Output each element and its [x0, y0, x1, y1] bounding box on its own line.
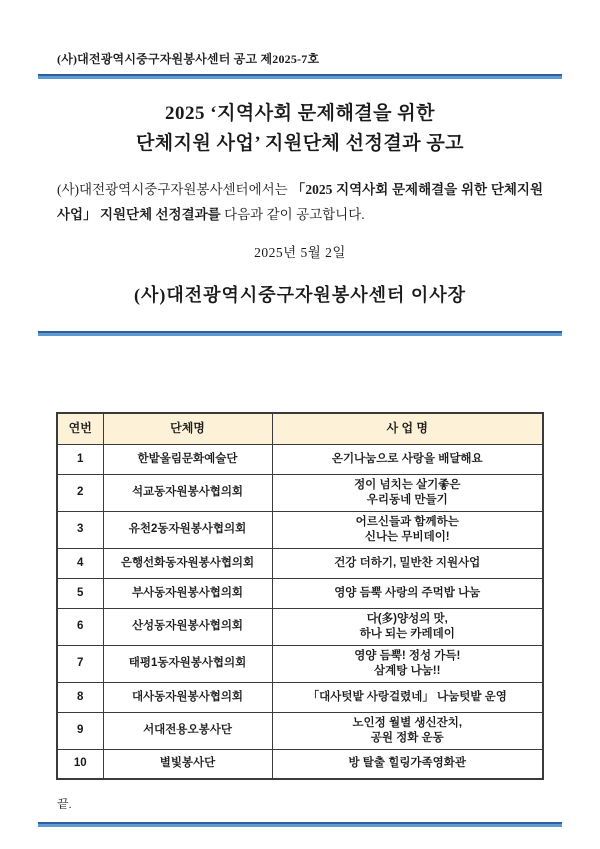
cell-project	[272, 682, 543, 712]
project-line: 정이 넘치는 살기좋은	[354, 478, 461, 491]
table-row	[57, 578, 543, 608]
cell-org: 한밭울림문화예술단	[103, 444, 272, 474]
project-line: 영양 듬뿍 사랑의 주먹밥 나눔	[334, 586, 481, 599]
signature-divider-line	[38, 331, 562, 336]
announcement-date: 2025년 5월 2일	[254, 245, 346, 261]
table-row	[57, 712, 543, 749]
table-row	[57, 548, 543, 578]
selection-result-table	[56, 412, 544, 780]
cell-org: 유천2동자원봉사협의회	[103, 511, 272, 548]
cell-no: 7	[57, 645, 103, 682]
project-line: 공원 정화 운동	[370, 731, 444, 744]
project-line: 「대사텃밭 사랑걸렸네」 나눔텃밭 운영	[307, 690, 507, 703]
cell-no: 1	[57, 444, 103, 474]
cell-project	[272, 578, 543, 608]
cell-org: 부사동자원봉사협의회	[103, 578, 272, 608]
cell-org: 대사동자원봉사협의회	[103, 682, 272, 712]
footer-divider-line	[38, 822, 562, 827]
cell-no: 4	[57, 548, 103, 578]
header-divider-line	[38, 74, 562, 79]
project-line: 온기나눔으로 사랑을 배달해요	[331, 452, 483, 465]
project-line: 어르신들과 함께하는	[355, 515, 459, 528]
cell-no: 8	[57, 682, 103, 712]
cell-org: 은행선화동자원봉사협의회	[103, 548, 272, 578]
table-row	[57, 645, 543, 682]
body-text-normal1: (사)대전광역시중구자원봉사센터에서는	[57, 181, 292, 197]
cell-project	[272, 712, 543, 749]
cell-org: 별빛봉사단	[103, 749, 272, 779]
table-row	[57, 444, 543, 474]
cell-org: 석교동자원봉사협의회	[103, 474, 272, 511]
page-title-line2: 단체지원 사업’ 지원단체 선정결과 공고	[135, 133, 465, 155]
col-header-project: 사 업 명	[272, 413, 543, 444]
cell-no: 5	[57, 578, 103, 608]
project-line: 방 탈출 힐링가족영화관	[348, 757, 466, 770]
cell-no: 10	[57, 749, 103, 779]
cell-no: 6	[57, 608, 103, 645]
cell-org: 산성동자원봉사협의회	[103, 608, 272, 645]
page-title-line1: 2025 ‘지역사회 문제해결을 위한	[165, 103, 435, 124]
project-line: 삼계탕 나눔!!	[374, 664, 441, 677]
col-header-no: 연번	[57, 413, 103, 444]
doc-number: (사)대전광역시중구자원봉사센터 공고 제2025-7호	[57, 52, 320, 66]
cell-no: 2	[57, 474, 103, 511]
body-text-normal2: 다음과 같이 공고합니다.	[220, 207, 365, 223]
cell-project	[272, 511, 543, 548]
cell-org: 서대전용오봉사단	[103, 712, 272, 749]
cell-project	[272, 749, 543, 779]
cell-project	[272, 474, 543, 511]
col-header-org: 단체명	[103, 413, 272, 444]
body-text-bold: 「2025 지역사회 문제해결을 위한 단체지원 사업」 지원단체 선정결과를	[57, 181, 543, 223]
project-line: 신나는 무비데이!	[364, 530, 450, 543]
cell-project	[272, 548, 543, 578]
project-line: 우리동네 만들기	[366, 493, 448, 506]
table-header-row	[57, 413, 543, 444]
cell-no: 9	[57, 712, 103, 749]
closing-mark: 끝.	[57, 797, 72, 812]
cell-project	[272, 645, 543, 682]
table-row	[57, 749, 543, 779]
table-row	[57, 608, 543, 645]
project-line: 영양 듬뿍! 정성 가득!	[354, 649, 461, 662]
announcement-body	[57, 177, 543, 228]
signer: (사)대전광역시중구자원봉사센터 이사장	[133, 285, 467, 306]
table-row	[57, 474, 543, 511]
cell-project	[272, 444, 543, 474]
cell-no: 3	[57, 511, 103, 548]
project-line: 하나 되는 카레데이	[359, 627, 455, 640]
page-title	[38, 99, 562, 160]
project-line: 건강 더하기, 밀반찬 지원사업	[334, 556, 481, 569]
project-line: 다(多)양성의 맛,	[366, 612, 448, 625]
table-row	[57, 511, 543, 548]
project-line: 노인정 월별 생신잔치,	[352, 716, 463, 729]
cell-project	[272, 608, 543, 645]
cell-org: 태평1동자원봉사협의회	[103, 645, 272, 682]
table-row	[57, 682, 543, 712]
